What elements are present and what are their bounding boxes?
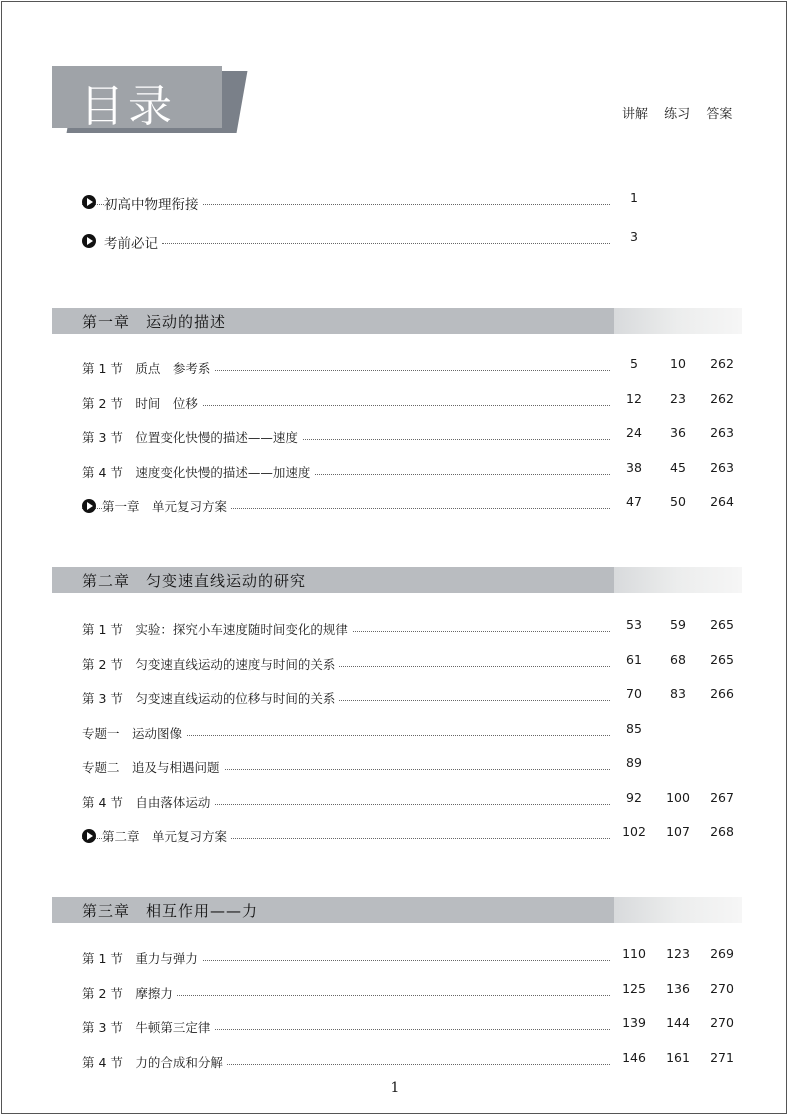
toc-label: 第 1 节 质点 参考系	[82, 359, 214, 377]
page-lecture: 5	[630, 356, 638, 371]
toc-row[interactable]	[82, 425, 742, 448]
toc-label: 第二章 单元复习方案	[102, 827, 231, 845]
page-lecture: 125	[622, 980, 646, 996]
page-answer: 270	[710, 980, 734, 996]
page-lecture: 61	[626, 651, 642, 667]
page-lecture: 146	[622, 1049, 646, 1065]
toc-row[interactable]	[82, 1015, 742, 1038]
toc-label: 初高中物理衔接	[104, 193, 203, 213]
legend-practice: 练习	[664, 107, 691, 122]
page-practice: 161	[666, 1049, 690, 1065]
toc-intro-item[interactable]	[82, 190, 742, 213]
page-lecture: 47	[626, 494, 642, 509]
toc-row[interactable]	[82, 980, 742, 1004]
page-practice: 23	[670, 390, 686, 406]
page-number: 1	[390, 1080, 400, 1096]
toc-label: 专题二 追及与相遇问题	[82, 758, 224, 776]
page-answer: 262	[710, 356, 734, 371]
toc-label: 第 3 节 匀变速直线运动的位移与时间的关系	[82, 689, 339, 707]
play-bullet-icon	[82, 195, 96, 209]
page-ref: 1	[630, 190, 638, 205]
page-answer: 265	[710, 617, 734, 632]
legend-answer: 答案	[706, 107, 733, 122]
page-practice: 59	[670, 617, 686, 632]
page-lecture: 53	[626, 617, 642, 632]
chapter-title[interactable]: 第一章 运动的描述	[82, 313, 227, 331]
toc-row[interactable]	[82, 459, 742, 483]
page-lecture: 92	[626, 789, 642, 805]
toc-row[interactable]	[82, 755, 742, 778]
page-practice: 100	[666, 789, 690, 805]
toc-row[interactable]	[82, 651, 742, 675]
page-ref: 3	[630, 229, 638, 244]
page-practice: 123	[666, 946, 690, 961]
page-practice: 10	[670, 356, 686, 371]
toc-label: 第 1 节 实验：探究小车速度随时间变化的规律	[82, 620, 352, 638]
page-answer: 266	[710, 686, 734, 701]
page-answer: 263	[710, 425, 734, 440]
toc-row[interactable]	[82, 686, 742, 709]
page-answer: 267	[710, 789, 734, 805]
toc-row[interactable]	[82, 720, 742, 744]
toc-label: 第 3 节 位置变化快慢的描述——速度	[82, 428, 302, 446]
page-lecture: 38	[626, 459, 642, 475]
toc-label: 第 2 节 匀变速直线运动的速度与时间的关系	[82, 655, 339, 673]
page-lecture: 139	[622, 1015, 646, 1030]
toc-row[interactable]	[82, 789, 742, 813]
column-legend	[622, 103, 744, 122]
toc-row[interactable]	[82, 494, 742, 517]
page-practice: 45	[670, 459, 686, 475]
toc-label: 第一章 单元复习方案	[102, 497, 231, 515]
toc-row[interactable]	[82, 1049, 742, 1073]
toc-label: 第 4 节 速度变化快慢的描述——加速度	[82, 463, 314, 481]
page-lecture: 85	[626, 720, 642, 736]
toc-label: 第 1 节 重力与弹力	[82, 949, 202, 967]
toc-row[interactable]	[82, 390, 742, 414]
page-answer: 263	[710, 459, 734, 475]
chapter-bar-fade	[614, 897, 742, 923]
toc-label: 第 2 节 时间 位移	[82, 394, 202, 412]
toc-label: 考前必记	[104, 232, 162, 252]
legend-lecture: 讲解	[622, 107, 649, 122]
page-title: 目录	[80, 81, 176, 132]
page-answer: 268	[710, 824, 734, 839]
page-practice: 83	[670, 686, 686, 701]
toc-row[interactable]	[82, 946, 742, 969]
page-answer: 264	[710, 494, 734, 509]
page-lecture: 12	[626, 390, 642, 406]
toc-label: 专题一 运动图像	[82, 724, 186, 742]
page-practice: 144	[666, 1015, 690, 1030]
chapter-bar-fade	[614, 567, 742, 593]
dot-leader	[162, 243, 610, 244]
chapter-title[interactable]: 第二章 匀变速直线运动的研究	[82, 572, 307, 590]
page-answer: 270	[710, 1015, 734, 1030]
page-answer: 265	[710, 651, 734, 667]
page-lecture: 24	[626, 425, 642, 440]
page-practice: 36	[670, 425, 686, 440]
page-practice: 68	[670, 651, 686, 667]
page-answer: 269	[710, 946, 734, 961]
toc-row[interactable]	[82, 824, 742, 847]
chapter-bar-fade	[614, 308, 742, 334]
chapter-title[interactable]: 第三章 相互作用——力	[82, 902, 259, 920]
play-bullet-icon	[82, 234, 96, 248]
play-bullet-icon	[82, 829, 96, 843]
toc-label: 第 4 节 力的合成和分解	[82, 1053, 227, 1071]
toc-intro-item[interactable]	[82, 229, 742, 252]
page-practice: 136	[666, 980, 690, 996]
page-practice: 50	[670, 494, 686, 509]
page-answer: 262	[710, 390, 734, 406]
toc-row[interactable]	[82, 617, 742, 640]
play-bullet-icon	[82, 499, 96, 513]
page-lecture: 70	[626, 686, 642, 701]
page-lecture: 102	[622, 824, 646, 839]
page-lecture: 110	[622, 946, 646, 961]
page-answer: 271	[710, 1049, 734, 1065]
page-lecture: 89	[626, 755, 642, 770]
toc-label: 第 4 节 自由落体运动	[82, 793, 214, 811]
toc-row[interactable]	[82, 356, 742, 379]
page-practice: 107	[666, 824, 690, 839]
toc-label: 第 2 节 摩擦力	[82, 984, 177, 1002]
toc-label: 第 3 节 牛顿第三定律	[82, 1018, 214, 1036]
